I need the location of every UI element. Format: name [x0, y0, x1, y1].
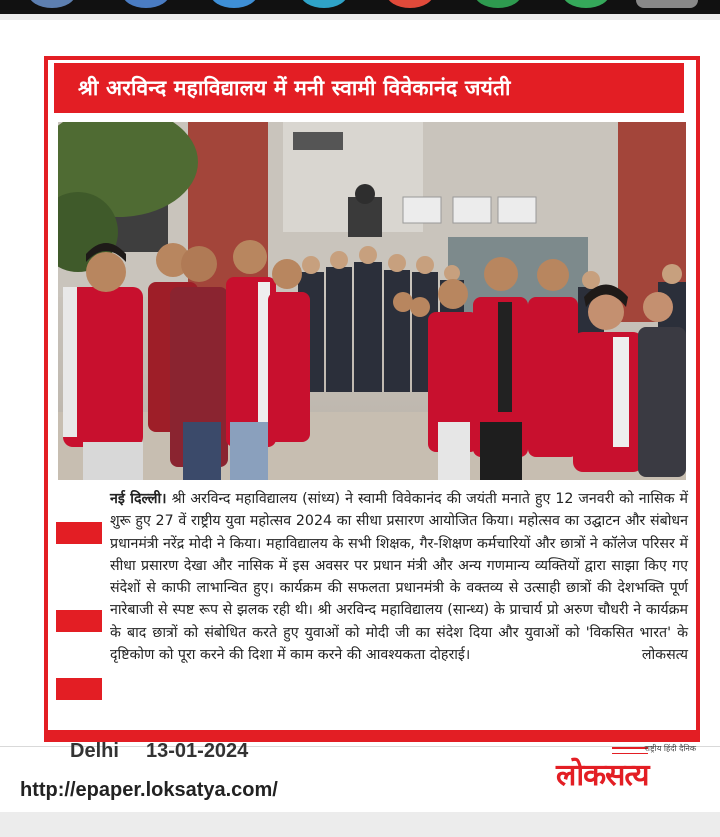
- epaper-page: [0, 20, 720, 812]
- article-text: [110, 488, 688, 666]
- logo-name: लोकसत्य: [556, 758, 649, 793]
- edition-city: Delhi: [70, 740, 119, 762]
- app-icon[interactable]: [474, 0, 522, 8]
- bottom-red-strip: [48, 730, 696, 740]
- app-icon[interactable]: [122, 0, 170, 8]
- decorative-bar: [56, 522, 102, 544]
- decorative-bar: [56, 678, 102, 700]
- decorative-bar: [56, 610, 102, 632]
- edition-date: 13-01-2024: [146, 740, 249, 762]
- loksatya-logo[interactable]: [556, 743, 700, 791]
- app-icon[interactable]: [300, 0, 348, 8]
- app-icon[interactable]: [636, 0, 698, 8]
- article-section: [56, 488, 692, 728]
- epaper-url[interactable]: http://epaper.loksatya.com/: [20, 779, 278, 801]
- app-icon[interactable]: [562, 0, 610, 8]
- app-icon[interactable]: [210, 0, 258, 8]
- app-icon[interactable]: [386, 0, 434, 8]
- group-photo: [58, 122, 686, 480]
- headline-banner: [54, 63, 684, 113]
- bottom-margin: [0, 812, 720, 837]
- article-body: श्री अरविन्द महाविद्यालय (सांध्य) ने स्वामी विवेकानंद की जयंती मनाते हुए 12 जनवरी को नासिक में शुरू हुए 27 वें राष्ट्रीय युवा महोत्सव 2024 का सीधा प्रसारण आयोजित किया। महोत्सव का उद्घाटन और संबोधन प्रधानमंत्री नरेंद्र मोदी ने किया। महाविद्यालय के सभी शिक्षक, गैर-शिक्षण कर्मचारियों और छात्रों ने कॉलेज परिसर में सीधा प्रसारण देखा और नासिक में इस अवसर पर प्रधान मंत्री और अन्य गणमान्य व्यक्तियों द्वारा साझा किए गए संदेशों से काफी लाभान्वित हुए। कार्यक्रम की सफलता प्रधानमंत्री के वक्तव्य से उत्साही छात्रों की देशभक्ति पूर्ण नारेबाजी से स्पष्ट रूप से झलक रही थी। श्री अरविन्द महाविद्यालय (सान्ध्य) के प्राचार्य प्रो अरुण चौधरी ने कार्यक्रम के बाद छात्रों को संबोधित करते हुए युवाओं को मोदी जी का संदेश दिया और युवाओं को 'विकसित भारत' के दृष्टिकोण को पूरा करने की दिशा में काम करने की आवश्यकता दोहराई।: [110, 491, 688, 664]
- top-app-bar: [0, 0, 720, 14]
- headline: श्री अरविन्द महाविद्यालय में मनी स्वामी विवेकानंद जयंती: [78, 76, 511, 100]
- dateline: नई दिल्ली।: [110, 491, 167, 507]
- article-source: लोकसत्य: [641, 647, 688, 664]
- app-icon[interactable]: [28, 0, 76, 8]
- news-clipping: [44, 56, 700, 742]
- logo-tagline: राष्ट्रीय हिंदी दैनिक: [644, 744, 696, 753]
